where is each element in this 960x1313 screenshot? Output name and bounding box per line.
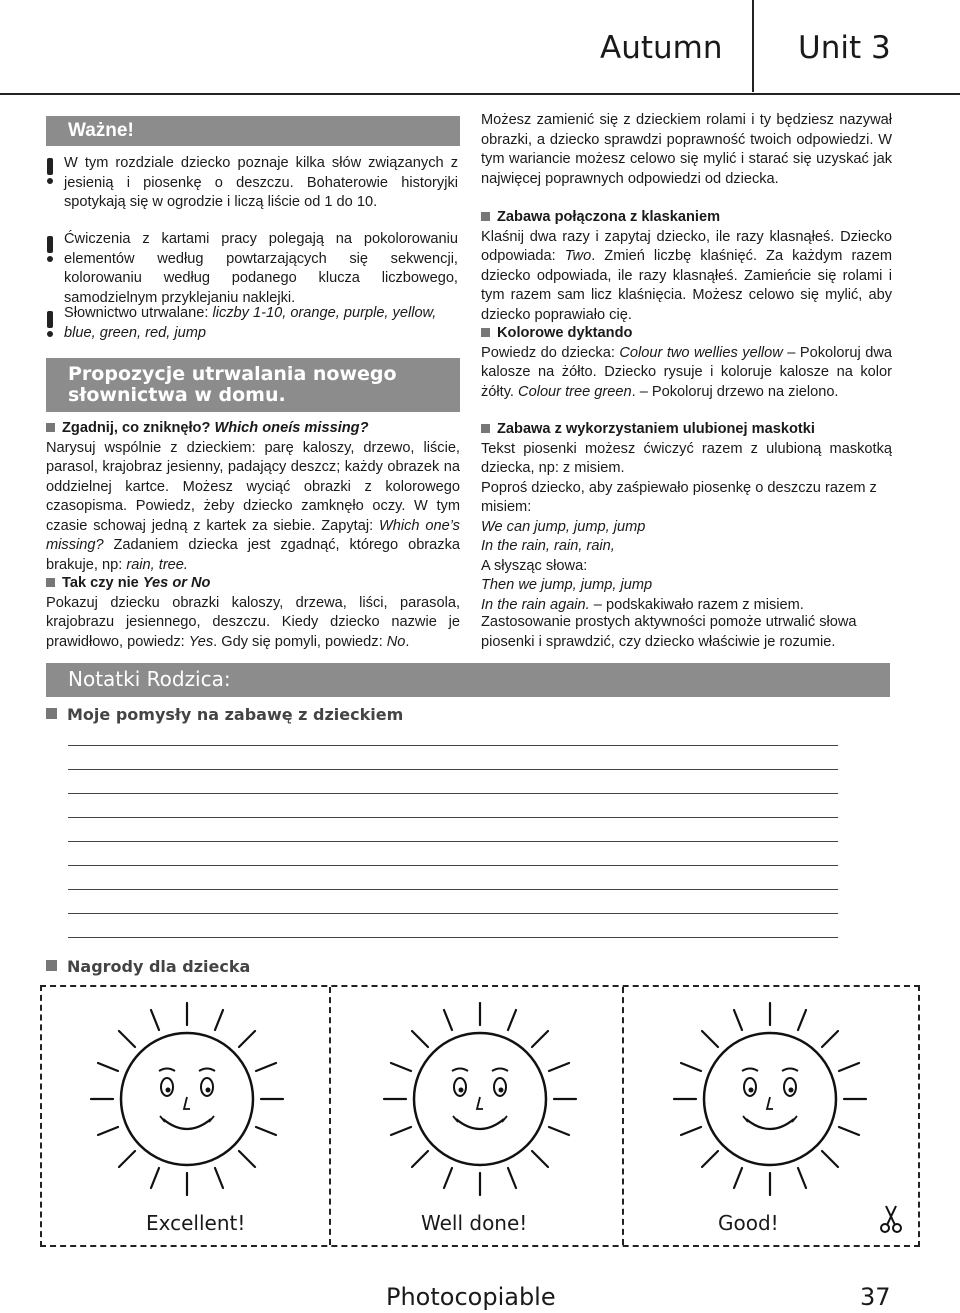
summary (481, 613, 892, 652)
writing-line[interactable] (68, 769, 838, 770)
scissors-icon (878, 1204, 904, 1234)
writing-line[interactable] (68, 817, 838, 818)
clap-title: Zabawa połączona z klaskaniem (497, 209, 721, 225)
note-3-prefix: Słownictwo utrwalane: (64, 305, 213, 321)
mascot-section (481, 420, 892, 615)
song-line-4: Then we jump, jump, jump (481, 577, 653, 593)
bullet-square (481, 424, 490, 433)
guess-example: rain, tree. (126, 556, 188, 573)
bullet-square (481, 328, 490, 337)
mascot-text-1: Tekst piosenki możesz ćwiczyć razem z ulubioną maskotką dziecka, np: z misiem. (481, 440, 892, 476)
colour-section (481, 324, 892, 402)
song-line-5-b: – podskakiwało razem z misiem. (589, 596, 804, 613)
intro-text: Możesz zamienić się z dzieckiem rolami i ty będziesz nazywał obrazki, a dziecko sprawdzi poprawność twoich odpowiedzi. W tym wariancie możesz celowo się mylić i starać się uzyskać jak najwięcej poprawnych odpowiedzi od dziecka. (481, 112, 892, 187)
writing-line[interactable] (68, 841, 838, 842)
writing-line[interactable] (68, 745, 838, 746)
song-line-5: In the rain again. (481, 596, 590, 613)
exclamation-icon (44, 236, 56, 262)
colour-title: Kolorowe dyktando (497, 325, 633, 341)
colour-text: Powiedz do dziecka: (481, 344, 620, 361)
guess-section (46, 419, 460, 575)
mascot-title: Zabawa z wykorzystaniem ulubionej maskotki (497, 421, 815, 437)
bullet-square (46, 960, 57, 971)
colour-example-2: Colour tree green (518, 383, 632, 400)
notes-title: Notatki Rodzica: (68, 667, 231, 691)
exclamation-icon (44, 158, 56, 184)
yesno-end: . (405, 633, 410, 650)
guess-text: Narysuj wspólnie z dzieckiem: parę kaloszy, drzewo, liście, parasol, krajobraz jesienny, padający deszcz; każdy obrazek na oddzielnej kartce. Możesz wyciąć obrazki z kolorowego czasopisma. Powiedz, żeby dziecko zamknęło oczy. W tym czasie schowaj jedną z kartek za siebie. Zapytaj: (46, 439, 460, 534)
note-1-text: W tym rozdziale dziecko poznaje kilka słów związanych z jesienią i piosenkę o deszczu. Bohaterowie historyjki spotykają się w ogrodzie i liczą liście od 1 do 10. (64, 155, 458, 210)
important-note-1 (64, 154, 458, 213)
section-title: Autumn (600, 30, 723, 66)
smiling-sun-icon (674, 1003, 866, 1195)
reward-caption-3: Good! (718, 1211, 779, 1235)
suns-illustration (42, 987, 918, 1197)
yesno-text-b: . Gdy się pomyli, powiedz: (213, 633, 387, 650)
yesno-title-en: Yes or No (142, 575, 211, 591)
important-banner (46, 116, 460, 146)
proposals-banner (46, 358, 460, 412)
guess-question: Which one’s missing? (46, 517, 460, 553)
note-2-text: Ćwiczenia z kartami pracy polegają na pokolorowaniu elementów według powtarzających się sekwencji, kolorowaniu według podanego klucza liczbowego, samodzielnym przyklejaniu naklejki. (64, 231, 458, 306)
bullet-square (481, 212, 490, 221)
mascot-text-2: Poproś dziecko, aby zaśpiewało piosenkę o deszczu razem z misiem: (481, 479, 877, 515)
smiling-sun-icon (384, 1003, 576, 1195)
important-note-2 (64, 230, 458, 308)
clap-text: Klaśnij dwa razy i zapytaj dziecko, ile razy klasnąłeś. Dziecko odpowiada: (481, 228, 892, 264)
yesno-text: Pokazuj dziecku obrazki kaloszy, drzewa, liści, parasola, krajobrazu jesiennego, deszczu. Kiedy dziecko nazwie je prawidłowo, powiedz: (46, 594, 460, 650)
song-line-3: A słysząc słowa: (481, 557, 588, 574)
clap-section (481, 208, 892, 325)
writing-line[interactable] (68, 913, 838, 914)
guess-title-en: Which oneís missing? (214, 420, 369, 436)
exclamation-icon (44, 311, 56, 337)
clap-text-b: . Zmień liczbę klaśnięć. Za każdym razem dziecko odpowiada, ile razy klasnąłeś. Zamieńcie się rolami i tym razem sam licz klaśnięcia. Możesz celowo się mylić, aby dziecko poprawiało cię. (481, 248, 892, 323)
reward-caption-1: Excellent! (146, 1211, 246, 1235)
song-line-1: We can jump, jump, jump (481, 518, 646, 535)
prizes-heading (46, 957, 250, 976)
writing-line[interactable] (68, 793, 838, 794)
ideas-title: Moje pomysły na zabawę z dzieckiem (67, 705, 404, 724)
guess-text-b: Zadaniem dziecka jest zgadnąć, którego obrazka brakuje, np: (46, 537, 460, 573)
colour-text-c: . – Pokoloruj drzewo na zielono. (631, 383, 839, 400)
guess-title: Zgadnij, co zniknęło? (62, 420, 215, 436)
important-note-3 (64, 304, 460, 343)
writing-line[interactable] (68, 889, 838, 890)
important-title: Ważne! (68, 120, 134, 141)
summary-text: Zastosowanie prostych aktywności pomoże utrwalić słowa piosenki i sprawdzić, czy dziecko właściwie je rozumie. (481, 614, 857, 650)
note-3-vocab: liczby 1-10, orange, purple, yellow, blue, green, red, jump (64, 305, 437, 341)
unit-title: Unit 3 (798, 30, 891, 66)
notes-banner (46, 663, 890, 697)
clap-two: Two (564, 248, 592, 264)
writing-line[interactable] (68, 865, 838, 866)
colour-example-1: Colour two wellies yellow (619, 344, 783, 361)
reward-caption-2: Well done! (421, 1211, 528, 1235)
yesno-section (46, 574, 460, 652)
bullet-square (46, 578, 55, 587)
right-intro (481, 111, 892, 189)
ideas-heading (46, 705, 403, 724)
bullet-square (46, 708, 57, 719)
no-word: No (386, 633, 406, 650)
page-number: 37 (860, 1283, 891, 1311)
yesno-title: Tak czy nie (62, 575, 143, 591)
proposals-title: Propozycje utrwalania nowego słownictwa w domu. (68, 363, 397, 406)
yes-word: Yes (188, 633, 214, 650)
photocopiable-label: Photocopiable (386, 1283, 556, 1311)
writing-line[interactable] (68, 937, 838, 938)
bullet-square (46, 423, 55, 432)
smiling-sun-icon (91, 1003, 283, 1195)
header-rule (0, 93, 960, 95)
song-line-2: In the rain, rain, rain, (481, 538, 615, 554)
colour-text-b: – Pokoloruj dwa kalosze na żółto. Dziecko rysuje i koloruje kalosze na kolor żółty. (481, 344, 892, 400)
prizes-title: Nagrody dla dziecka (67, 957, 251, 976)
